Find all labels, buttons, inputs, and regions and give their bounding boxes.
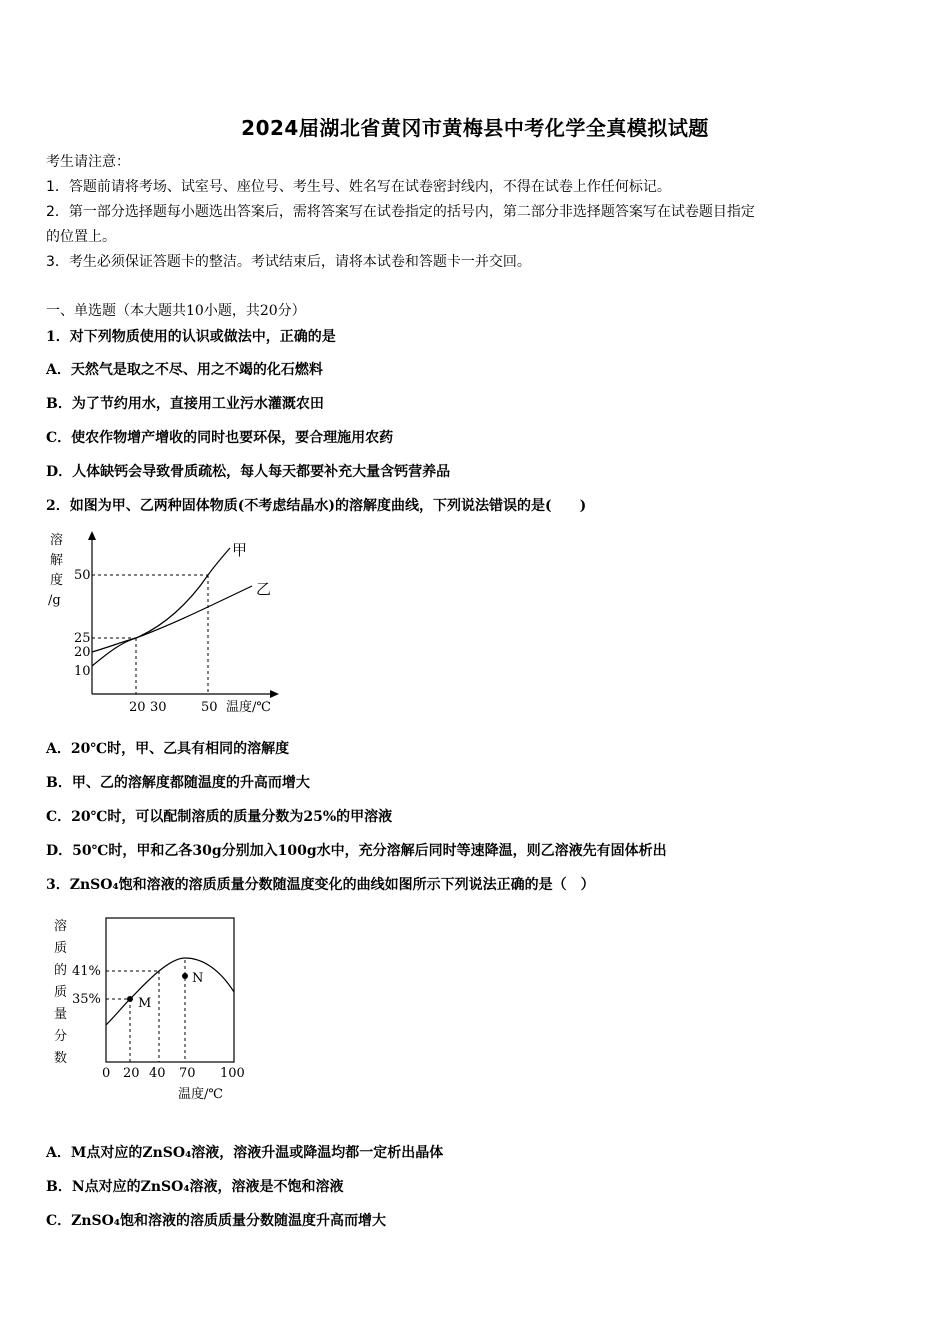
y-axis-arrow — [88, 531, 96, 540]
point-n-label: N — [192, 971, 204, 986]
notice-heading: 考生请注意： — [46, 154, 130, 170]
option-b: B．为了节约用水，直接用工业污水灌溉农田 — [46, 396, 324, 412]
x-tick-label: 70 — [179, 1066, 196, 1081]
point-n — [182, 973, 188, 979]
series-yi — [92, 586, 252, 652]
page-title: 2024届湖北省黄冈市黄梅县中考化学全真模拟试题 — [241, 116, 709, 140]
option-c: C．使农作物增产增收的同时也要环保，要合理施用农药 — [46, 430, 394, 446]
solubility-chart — [44, 528, 289, 718]
y-axis-label-5: 量 — [54, 1007, 68, 1022]
y-axis-label-4: 质 — [54, 985, 68, 1000]
x-tick-label: 30 — [150, 700, 167, 715]
question-stem: 1．对下列物质使用的认识或做法中，正确的是 — [46, 329, 336, 345]
question-stem: 2．如图为甲、乙两种固体物质(不考虑结晶水)的溶解度曲线，下列说法错误的是( ) — [46, 498, 587, 514]
option-c: C．ZnSO₄饱和溶液的溶质质量分数随温度升高而增大 — [46, 1213, 386, 1229]
y-tick-label: 25 — [74, 631, 91, 646]
x-tick-label: 0 — [102, 1066, 111, 1081]
series-jia — [92, 548, 230, 666]
x-tick-label: 20 — [123, 1066, 140, 1081]
y-tick-label: 10 — [74, 664, 91, 679]
y-axis-label-3: 的 — [54, 963, 68, 978]
y-axis-label-2: 解 — [50, 553, 64, 568]
notice-item: 的位置上。 — [46, 229, 116, 245]
option-b: B．N点对应的ZnSO₄溶液，溶液是不饱和溶液 — [46, 1179, 344, 1195]
y-axis-label-3: 度 — [50, 573, 64, 588]
notice-item: 1．答题前请将考场、试室号、座位号、考生号、姓名写在试卷密封线内，不得在试卷上作任何标记。 — [46, 179, 671, 195]
legend-yi: 乙 — [256, 580, 272, 598]
legend-jia: 甲 — [232, 541, 248, 559]
y-axis-label-6: 分 — [54, 1029, 68, 1044]
y-tick-label: 50 — [74, 568, 91, 583]
y-axis-label-7: 数 — [54, 1051, 68, 1066]
y-tick-label: 35% — [72, 992, 101, 1007]
y-axis-label-1: 溶 — [50, 533, 64, 548]
y-tick-label: 41% — [72, 964, 101, 979]
y-axis-label-4: /g — [48, 593, 61, 608]
option-b: B．甲、乙的溶解度都随温度的升高而增大 — [46, 775, 310, 791]
x-tick-label: 100 — [220, 1066, 245, 1081]
x-axis-arrow — [270, 690, 279, 698]
plot-frame — [106, 918, 234, 1062]
option-a: A．20℃时，甲、乙具有相同的溶解度 — [46, 741, 290, 757]
option-d: D．50℃时，甲和乙各30g分别加入100g水中，充分溶解后同时等速降温，则乙溶液先有固体析出 — [46, 843, 667, 859]
notice-item: 2．第一部分选择题每小题选出答案后，需将答案写在试卷指定的括号内，第二部分非选择题答案写在试卷题目指定 — [46, 204, 755, 220]
x-axis-label: 温度/℃ — [226, 700, 271, 715]
x-tick-label: 20 — [129, 700, 146, 715]
option-c: C．20℃时，可以配制溶质的质量分数为25%的甲溶液 — [46, 809, 393, 825]
question-stem: 3．ZnSO₄饱和溶液的溶质质量分数随温度变化的曲线如图所示下列说法正确的是（ ） — [46, 877, 595, 893]
point-m-label: M — [138, 996, 152, 1011]
y-axis-label-1: 溶 — [54, 919, 68, 934]
option-d: D．人体缺钙会导致骨质疏松，每人每天都要补充大量含钙营养品 — [46, 464, 451, 480]
x-tick-label: 40 — [149, 1066, 166, 1081]
x-tick-label: 50 — [201, 700, 218, 715]
series-znso4 — [106, 958, 234, 1025]
option-a: A．M点对应的ZnSO₄溶液，溶液升温或降温均都一定析出晶体 — [46, 1145, 444, 1161]
point-m — [127, 996, 133, 1002]
section-heading: 一、单选题（本大题共10小题，共20分） — [46, 303, 306, 319]
y-axis-label-2: 质 — [54, 941, 68, 956]
option-a: A．天然气是取之不尽、用之不竭的化石燃料 — [46, 362, 323, 378]
mass-fraction-chart — [48, 912, 263, 1107]
notice-item: 3．考生必须保证答题卡的整洁。考试结束后，请将本试卷和答题卡一并交回。 — [46, 254, 531, 270]
y-tick-label: 20 — [74, 645, 91, 660]
x-axis-label: 温度/℃ — [178, 1087, 223, 1102]
